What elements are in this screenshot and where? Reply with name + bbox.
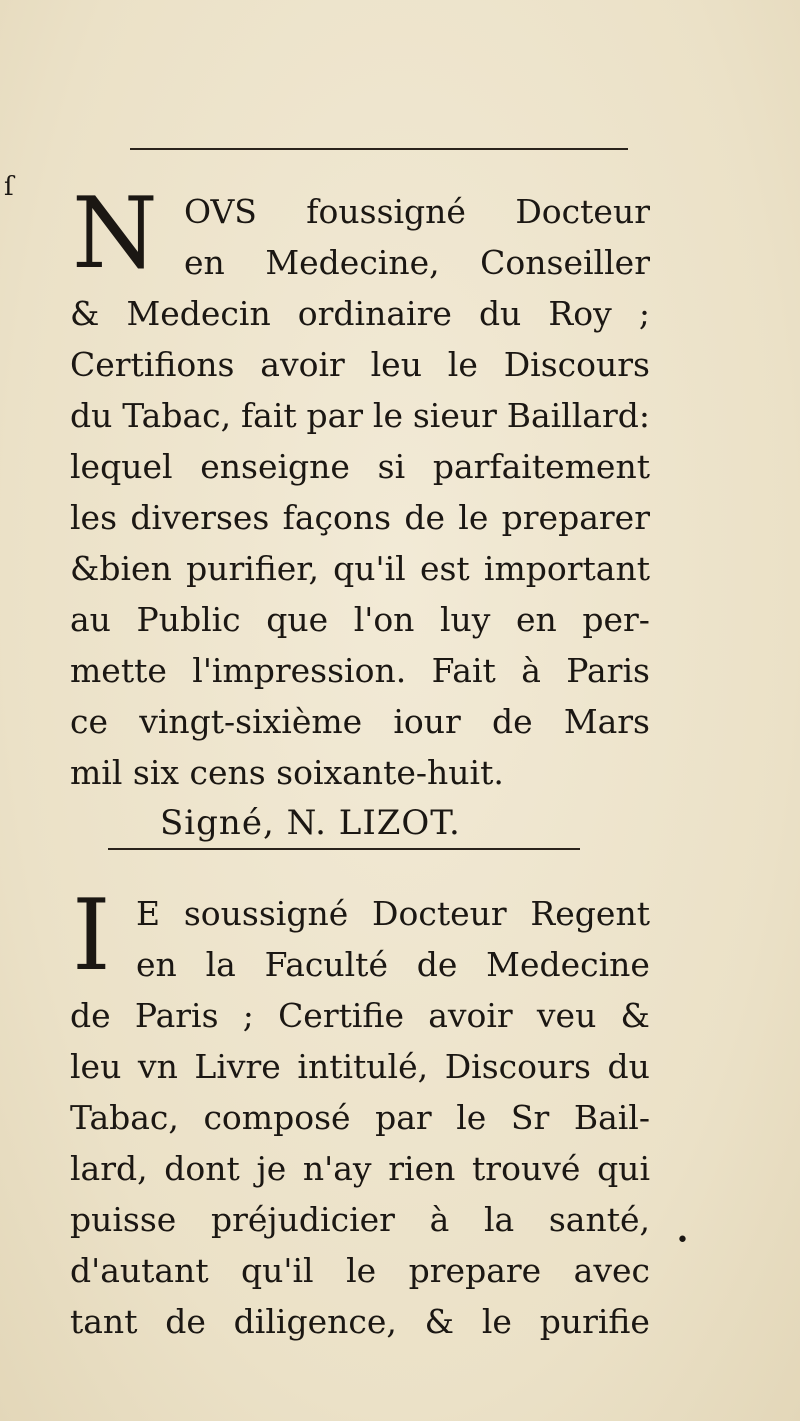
text-line: au Public que l'on luy en per- [70,600,650,639]
text-line: de Paris ; Certifie avoir veu & [70,996,650,1035]
text-line: OVS foussigné Docteur [184,192,650,231]
middle-rule [108,848,580,850]
top-rule [130,148,628,150]
drop-cap-i: I [72,879,111,993]
text-line: tant de diligence, & le purifie [70,1302,650,1341]
text-line: E soussigné Docteur Regent [136,894,650,933]
text-line: lard, dont je n'ay rien trouvé qui [70,1149,650,1188]
text-line: mette l'impression. Fait à Paris [70,651,650,690]
text-line: Tabac, composé par le Sr Bail- [70,1098,650,1137]
text-line: lequel enseigne si parfaitement [70,447,650,486]
approbation-lizot [70,177,650,849]
text-line: &bien purifier, qu'il est important [70,549,650,588]
text-line: d'autant qu'il le prepare avec [70,1251,650,1290]
margin-mark: ſ [4,172,14,202]
drop-cap-n: N [72,177,158,291]
text-line: en la Faculté de Medecine [136,945,650,984]
text-line: en Medecine, Conseiller [184,243,650,282]
signature-lizot: Signé, N. LIZOT. [160,803,461,843]
approbation-regent [70,879,650,1347]
text-line: & Medecin ordinaire du Roy ; [70,294,650,333]
text-line: leu vn Livre intitulé, Discours du [70,1047,650,1086]
text-line: ce vingt-sixième iour de Mars [70,702,650,741]
text-line: Certifions avoir leu le Discours [70,345,650,384]
text-line: les diverses façons de le preparer [70,498,650,537]
text-line: du Tabac, fait par le sieur Baillard: [70,396,650,435]
text-line: puisse préjudicier à la santé, [70,1200,650,1239]
margin-dot: • [676,1228,689,1253]
text-line: mil six cens soixante-huit. [70,753,504,792]
